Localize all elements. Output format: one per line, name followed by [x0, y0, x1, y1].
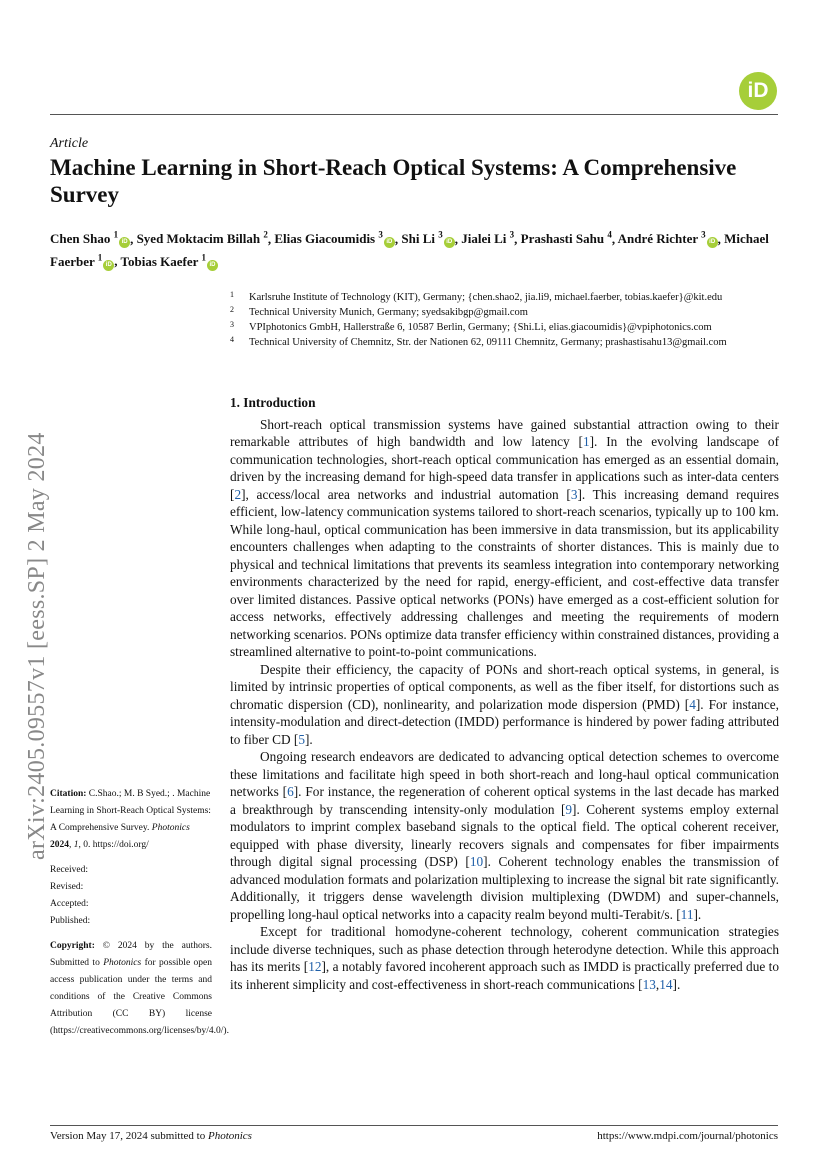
footer-version [50, 1130, 252, 1142]
copyright-text-a: © 2024 by the authors. Submitted to [50, 941, 212, 968]
header-divider [50, 114, 778, 115]
copyright-block [50, 938, 229, 1040]
affiliation-number: 3 [230, 320, 234, 329]
author-affiliation-mark: 3 [438, 230, 443, 240]
orcid-icon[interactable]: iD [384, 237, 395, 248]
paper-title: Machine Learning in Short-Reach Optical Systems: A Comprehensive Survey [50, 155, 737, 207]
citation-link[interactable]: 2 [234, 486, 242, 502]
received-label: Received: [50, 865, 88, 875]
author-name: Jialei Li [461, 231, 510, 247]
citation-link[interactable]: 11 [680, 906, 694, 922]
section-heading: 1. Introduction [230, 395, 316, 410]
orcid-icon[interactable]: iD [207, 260, 218, 271]
author [137, 231, 268, 246]
affiliation-number: 2 [230, 305, 234, 314]
author-affiliation-mark: 1 [97, 252, 103, 263]
orcid-icon[interactable]: iD [707, 237, 718, 248]
footer-journal-url[interactable]: https://www.mdpi.com/journal/photonics [597, 1130, 778, 1142]
author-affiliation-mark: 3 [701, 230, 706, 240]
author-affiliation-mark: 2 [263, 230, 268, 240]
body-paragraph: Except for traditional homodyne-coherent technology, coherent communication strategies include diverse techniques, such as phase detection through heterodyne detection. While this approach has its merits [12], a notably favored incoherent approach such as IMDD is practically preferred due to its inherent simplicity and cost-effectiveness in short-reach communications [13,14]. [230, 924, 779, 992]
citation-link[interactable]: 4 [689, 696, 696, 712]
citation-doi[interactable]: https://doi.org/ [92, 840, 149, 850]
main-body [230, 394, 779, 993]
author [461, 231, 514, 246]
copyright-label: Copyright: [50, 941, 95, 951]
arxiv-stamp-text: arXiv:2405.09557v1 [eess.SP] 2 May 2024 [24, 432, 50, 860]
affiliation-text: Technical University Munich, Germany; syedsakibgp@gmail.com [249, 307, 528, 318]
affiliation [230, 320, 780, 335]
citation-link[interactable]: 1 [582, 434, 590, 449]
author-name: Michael Faerber [50, 231, 769, 269]
author [521, 231, 612, 246]
citation-link[interactable]: 14 [659, 976, 673, 992]
orcid-icon[interactable]: iD [119, 237, 130, 248]
citation-link[interactable]: 9 [565, 801, 573, 817]
author-name: Chen Shao [50, 231, 114, 247]
author [618, 231, 718, 246]
author-list: Chen Shao $^1$iD , Syed Moktacim Billah $^2$, Elias Giacoumidis $^3$iD , Shi Li $^3$iD , Jialei Li $^3$, Prashasti Sahu $^4$, André Richter $^3$iD , Michael Faerber $^1$iD , Tobias Kaefer $^1$iD [50, 230, 769, 269]
author-name: Shi Li [401, 231, 439, 247]
citation-page: 0. [83, 840, 91, 850]
orcid-icon[interactable]: iD [444, 237, 455, 248]
copyright-text-b: for possible open access publication under the terms and conditions of the Creative Commons Attribution (CC BY) license (https://creativecommons.org/licenses/by/4.0/). [50, 958, 229, 1036]
author [50, 231, 130, 246]
author [401, 231, 454, 246]
citation-year: 2024 [50, 840, 69, 850]
citation-sidebar [50, 786, 229, 1040]
author-name: André Richter [617, 231, 702, 247]
publication-dates [50, 862, 212, 930]
author-affiliation-mark: 4 [607, 230, 612, 240]
orcid-icon[interactable]: iD [103, 260, 114, 271]
author [274, 231, 395, 246]
affiliation-text: Karlsruhe Institute of Technology (KIT), Germany; {chen.shao2, jia.li9, michael.faerber, tobias.kaefer}@kit.edu [249, 292, 723, 303]
copyright-journal: Photonics [103, 958, 142, 968]
author-name: Tobias Kaefer [120, 253, 202, 269]
body-paragraph: Despite their efficiency, the capacity of PONs and short-reach optical systems, in general, is limited by intrinsic properties of optical components, as well as the fiber itself, for distortions such as chromatic dispersion (CD), nonlinearity, and polarization mode dispersion (PMD) [4]. For instance, intensity-modulation and direct-detection (IMDD) performance is hindered by power fading attributed to fiber CD [5]. [230, 661, 779, 747]
footer-version-text: Version May 17, 2024 submitted to [50, 1130, 206, 1142]
author-name: Elias Giacoumidis [274, 231, 379, 247]
affiliation [230, 305, 780, 320]
citation-block: Citation: C.Shao.; M. B Syed.; . Machine Learning in Short-Reach Optical Systems: A Comprehensive Survey. Photonics 2024, 1, 0. https://doi.org/ [50, 789, 211, 850]
orcid-logo-icon: iD [739, 72, 777, 110]
affiliation-text: Technical University of Chemnitz, Str. der Nationen 62, 09111 Chemnitz, Germany; prashastisahu13@gmail.com [249, 337, 727, 348]
citation-link[interactable]: 10 [469, 854, 484, 869]
footer-divider [50, 1125, 778, 1126]
affiliation-list [230, 290, 780, 350]
author-affiliation-mark: 3 [378, 230, 383, 240]
affiliation [230, 290, 780, 305]
affiliation-number: 1 [230, 290, 234, 299]
citation-link[interactable]: 5 [298, 731, 305, 747]
author-affiliation-mark: 3 [509, 230, 515, 240]
body-paragraph: Ongoing research endeavors are dedicated to advancing optical detection schemes to overcome these limitations and facilitate high speed in both short-reach and long-haul optical communication networks [6]. For instance, the regeneration of coherent optical systems in the last decade has marked a breakthrough by transcending intensity-only modulation [9]. Coherent systems employ external modulators to imprint complex baseband signals to the optical field. The optical coherent receiver, equipped with phase diversity, linearly recovers signals and compensates for fiber impairments through digital signal processing (DSP) [10]. Coherent technology enables the transmission of advanced modulation formats and polarization multiplexing to increase the signal bit rate significantly. Additionally, it triggers dense wavelength division multiplexing (DWDM) and super-channels, propelling long-haul optical networks into a capacity realm beyond multi-Terabit/s. [11]. [230, 749, 779, 922]
author-name: Prashasti Sahu [520, 231, 608, 247]
footer-journal: Photonics [207, 1130, 252, 1142]
author [121, 254, 218, 269]
revised-label: Revised: [50, 882, 84, 892]
published-label: Published: [50, 916, 91, 926]
citation-link[interactable]: 3 [570, 486, 578, 502]
citation-text: C.Shao.; M. B Syed.; . Machine Learning in Short-Reach Optical Systems: A Comprehensive Survey. [50, 789, 211, 833]
paragraph-container [230, 416, 779, 994]
citation-label: Citation: [50, 789, 87, 799]
citation-link[interactable]: 13 [642, 976, 656, 992]
citation-volume: 1 [73, 840, 79, 850]
author-affiliation-mark: 1 [201, 252, 206, 263]
citation-journal: Photonics [151, 823, 190, 833]
body-paragraph: Short-reach optical transmission systems have gained substantial attraction owing to their remarkable attributes of high bandwidth and low latency [1]. In the evolving landscape of communication technologies, short-reach optical communication has emerged as an essential domain, driven by the increasing demand for high-speed data transfer in applications such as inter-data centers [2], access/local area networks and industrial automation [3]. This increasing demand requires efficient, low-latency communication systems tailored to short-reach scenarios, typically up to 100 km. While long-haul, optical communication has been immersive in data transmission, but its applicability encounters challenges when adapting to the constraints of shorter distances. This is mainly due to physical and technical limitations that prevents its seamless integration into contemporary networking environments characterized by the need for rapid, energy-efficient, and cost-effective data transfer over limited distances. Passive optical networks (PONs) have emerged as a cost-efficient solution for access networks, effectively addressing challenges and meeting the requirements of modern networking scenarios. PONs optimize data transfer efficiency within constrained distances, providing a streamlined alternative to point-to-point communications. [230, 416, 779, 659]
citation-link[interactable]: 12 [308, 959, 322, 974]
affiliation [230, 335, 780, 350]
accepted-label: Accepted: [50, 899, 89, 909]
author-affiliation-mark: 1 [113, 230, 119, 240]
citation-link[interactable]: 6 [287, 784, 294, 799]
article-type: Article [50, 136, 89, 151]
affiliation-number: 4 [230, 335, 234, 344]
affiliation-text: VPIphotonics GmbH, Hallerstraße 6, 10587 Berlin, Germany; {Shi.Li, elias.giacoumidis}@vpiphotonics.com [249, 322, 712, 333]
author-name: Syed Moktacim Billah [136, 231, 264, 247]
